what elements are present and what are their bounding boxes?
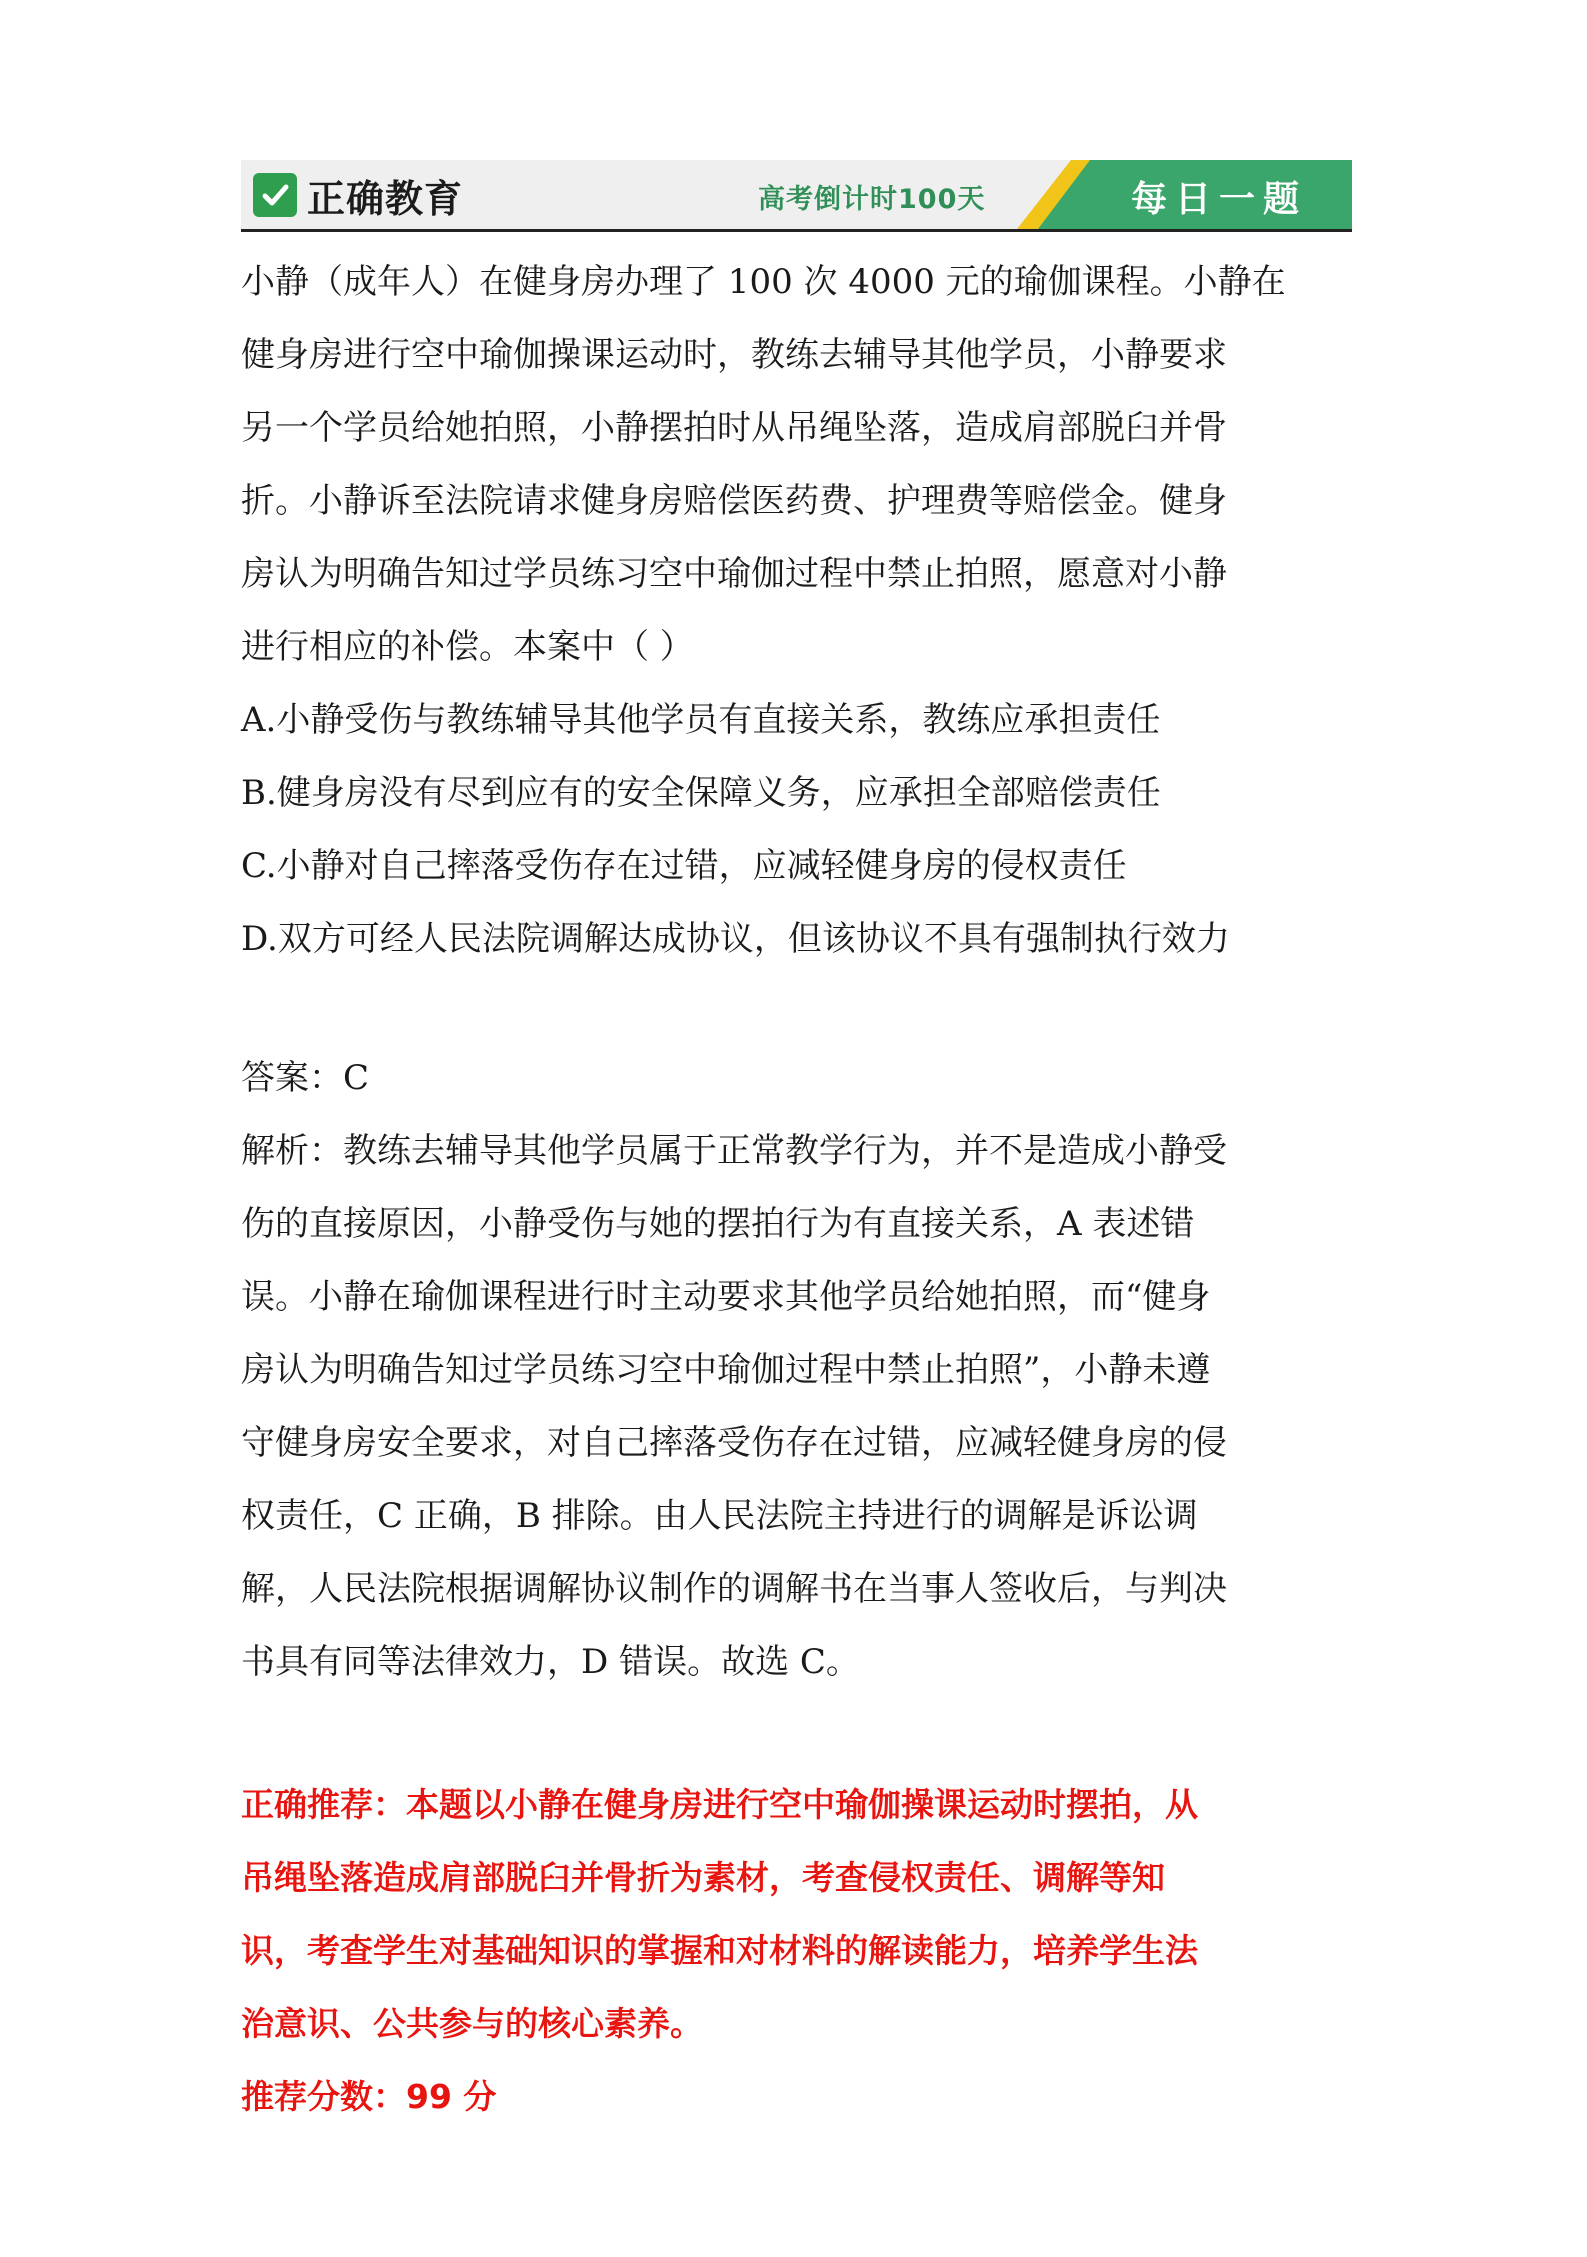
check-icon bbox=[253, 173, 297, 217]
analysis-line: 房认为明确告知过学员练习空中瑜伽过程中禁止拍照”，小静未遵 bbox=[241, 1350, 1211, 1390]
analysis-line: 书具有同等法律效力，D 错误。故选 C。 bbox=[241, 1642, 860, 1682]
analysis-line: 守健身房安全要求，对自己摔落受伤存在过错，应减轻健身房的侵 bbox=[241, 1423, 1227, 1463]
stem-line: 健身房进行空中瑜伽操课运动时，教练去辅导其他学员，小静要求 bbox=[241, 335, 1227, 375]
answer-line: 答案：C bbox=[241, 1058, 370, 1098]
recommendation-line: 正确推荐：本题以小静在健身房进行空中瑜伽操课运动时摆拍，从 bbox=[241, 1785, 1198, 1824]
daily-question-badge-label: 每日一题 bbox=[1131, 179, 1308, 220]
analysis-line: 解析：教练去辅导其他学员属于正常教学行为，并不是造成小静受 bbox=[241, 1131, 1227, 1171]
stem-line: 房认为明确告知过学员练习空中瑜伽过程中禁止拍照，愿意对小静 bbox=[241, 554, 1227, 594]
stem-line: 折。小静诉至法院请求健身房赔偿医药费、护理费等赔偿金。健身 bbox=[241, 481, 1227, 521]
recommendation-line: 识，考查学生对基础知识的掌握和对材料的解读能力，培养学生法 bbox=[241, 1931, 1198, 1970]
analysis-line: 误。小静在瑜伽课程进行时主动要求其他学员给她拍照，而“健身 bbox=[241, 1277, 1211, 1317]
recommendation-line: 治意识、公共参与的核心素养。 bbox=[241, 2004, 703, 2043]
document-content bbox=[241, 246, 1356, 2133]
analysis-line: 伤的直接原因，小静受伤与她的摆拍行为有直接关系，A 表述错 bbox=[241, 1204, 1195, 1244]
recommendation bbox=[241, 1768, 1356, 2133]
stem-line: 进行相应的补偿。本案中（ ） bbox=[241, 627, 694, 667]
stem-line: 另一个学员给她拍照，小静摆拍时从吊绳坠落，造成肩部脱臼并骨 bbox=[241, 408, 1227, 448]
option-a: A.小静受伤与教练辅导其他学员有直接关系，教练应承担责任 bbox=[241, 700, 1161, 740]
option-d: D.双方可经人民法院调解达成协议，但该协议不具有强制执行效力 bbox=[241, 919, 1230, 959]
answer-options bbox=[241, 684, 1356, 976]
spacer bbox=[241, 976, 1356, 1042]
option-c: C.小静对自己摔落受伤存在过错，应减轻健身房的侵权责任 bbox=[241, 846, 1127, 886]
brand bbox=[253, 169, 463, 221]
analysis bbox=[241, 1115, 1356, 1699]
brand-name: 正确教育 bbox=[307, 176, 464, 221]
option-b: B.健身房没有尽到应有的安全保障义务，应承担全部赔偿责任 bbox=[241, 773, 1161, 813]
stem-line: 小静（成年人）在健身房办理了 100 次 4000 元的瑜伽课程。小静在 bbox=[241, 262, 1286, 302]
analysis-line: 权责任，C 正确，B 排除。由人民法院主持进行的调解是诉讼调 bbox=[241, 1496, 1198, 1536]
header-banner bbox=[241, 160, 1352, 232]
recommendation-score: 推荐分数：99 分 bbox=[241, 2077, 497, 2116]
analysis-line: 解，人民法院根据调解协议制作的调解书在当事人签收后，与判决 bbox=[241, 1569, 1227, 1609]
countdown-text: 高考倒计时100天 bbox=[758, 184, 986, 215]
recommendation-line: 吊绳坠落造成肩部脱臼并骨折为素材，考查侵权责任、调解等知 bbox=[241, 1858, 1165, 1897]
question-stem bbox=[241, 246, 1356, 684]
